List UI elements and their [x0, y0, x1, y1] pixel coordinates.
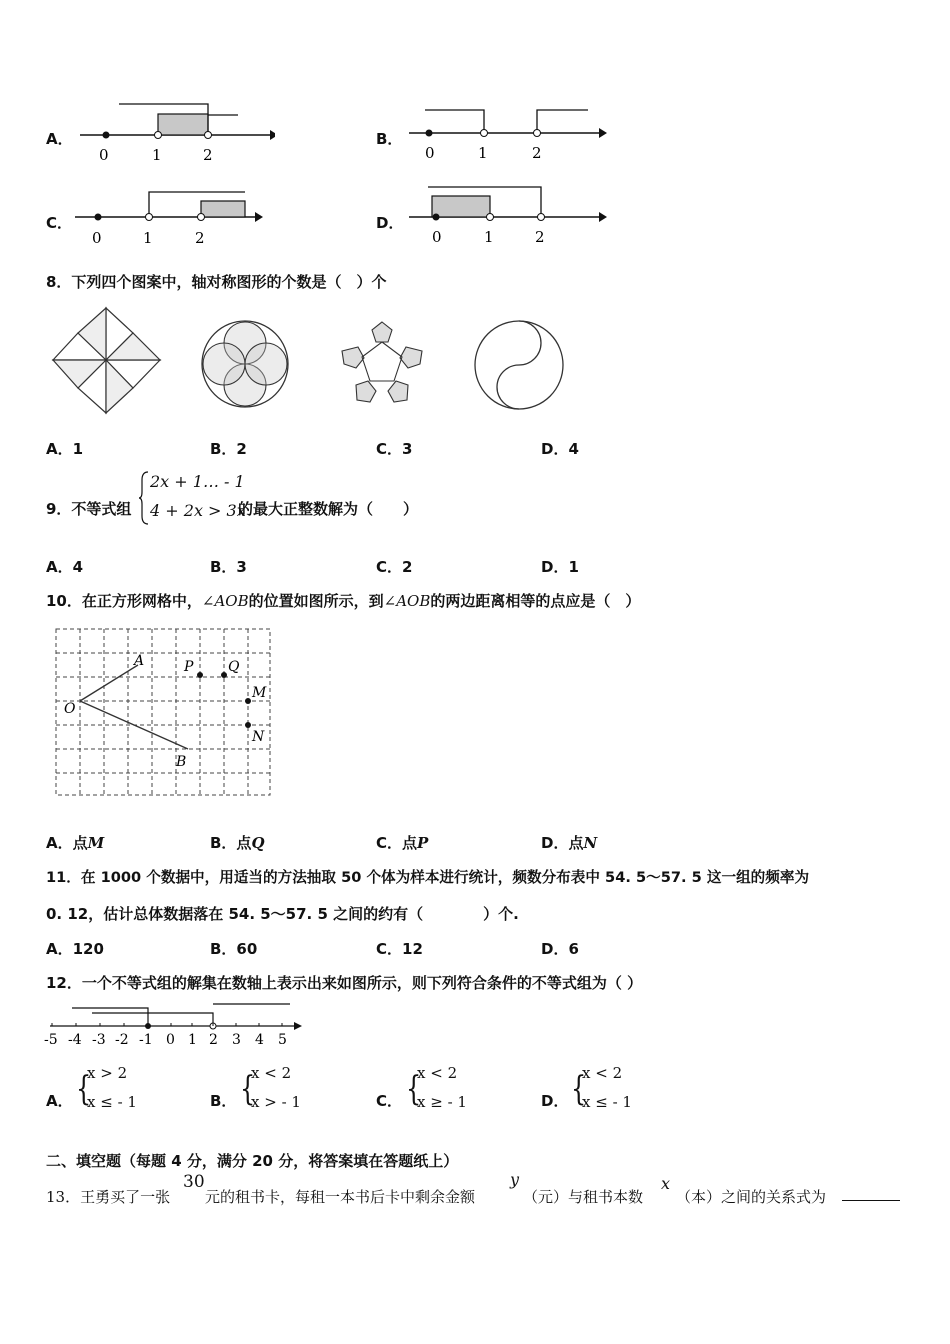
tick-label: 2	[203, 146, 213, 164]
q8-figure-pinwheel	[48, 303, 166, 418]
q13-text-c: （元）与租书本数	[523, 1188, 644, 1206]
q11-option-b[interactable]: B．60	[210, 940, 258, 958]
tick-label: 0	[99, 146, 109, 164]
tick-label: 1	[478, 144, 488, 162]
tick-label: -1	[139, 1032, 153, 1048]
q12-b-line1: x < 2	[251, 1064, 292, 1082]
q11-option-d[interactable]: D．6	[541, 940, 579, 958]
q13-text-d: （本）之间的关系式为	[676, 1188, 827, 1206]
brace-icon: {	[406, 1069, 422, 1109]
q11-option-a[interactable]: A．120	[46, 940, 104, 958]
q8-option-d[interactable]: D．4	[541, 440, 579, 458]
tick-label: 4	[255, 1032, 264, 1048]
tick-label: 3	[232, 1032, 241, 1048]
tick-label: -3	[92, 1032, 106, 1048]
q9-prefix: 9．不等式组	[46, 500, 132, 518]
q7-option-b-label: B．	[376, 130, 403, 148]
q12-number-line	[42, 998, 307, 1050]
point-q-label: Q	[228, 659, 240, 675]
brace-icon: {	[571, 1069, 587, 1109]
arrow-icon	[255, 212, 263, 222]
tick-label: 2	[535, 228, 545, 246]
tick-label: 1	[152, 146, 162, 164]
tick-label: 2	[532, 144, 542, 162]
q11-line2: 0. 12，估计总体数据落在 54. 5～57. 5 之间的约有（ ）个.	[46, 905, 519, 923]
section-title: 二、填空题（每题 4 分，满分 20 分，将答案填在答题纸上）	[46, 1152, 459, 1170]
arrow-icon	[599, 128, 607, 138]
q9-line1: 2x + 1… - 1	[150, 472, 245, 491]
q7-number-line-a	[75, 96, 275, 168]
q8-option-a[interactable]: A．1	[46, 440, 84, 458]
q12-c-line1: x < 2	[417, 1064, 458, 1082]
q7-option-d-label: D．	[376, 214, 404, 232]
angle-aob: ∠AOB	[201, 592, 249, 610]
tick-label: 1	[484, 228, 494, 246]
point-b-label: B	[176, 754, 187, 770]
q8-figure-taiji	[472, 318, 567, 413]
q11-line1: 11．在 1000 个数据中，用适当的方法抽取 50 个体为样本进行统计，频数分布表中 54. 5～57. 5 这一组的频率为	[46, 869, 810, 886]
q9-option-c[interactable]: C．2	[376, 558, 413, 576]
q13-text-b: 元的租书卡，每租一本书后卡中剩余金额	[205, 1188, 476, 1206]
tick-label: -5	[44, 1032, 58, 1048]
q13-text-a: 13．王勇买了一张	[46, 1188, 171, 1206]
tick-label: 2	[195, 229, 205, 247]
q12-d-line1: x < 2	[582, 1064, 623, 1082]
q12-a-line1: x > 2	[87, 1064, 128, 1082]
q12-option-d-label[interactable]: D．	[541, 1092, 569, 1110]
q11-option-c[interactable]: C．12	[376, 940, 423, 958]
q8-option-b[interactable]: B．2	[210, 440, 247, 458]
q10-option-b[interactable]: B．点Q	[210, 834, 265, 852]
q9-option-d[interactable]: D．1	[541, 558, 579, 576]
tick-label: 1	[143, 229, 153, 247]
q7-number-line-c	[70, 182, 270, 254]
q8-figure-pentagon-ring	[336, 318, 428, 410]
q9-option-b[interactable]: B．3	[210, 558, 247, 576]
q12-option-b-label[interactable]: B．	[210, 1092, 237, 1110]
brace-icon: {	[240, 1069, 256, 1109]
arrow-icon	[294, 1022, 302, 1030]
brace-icon	[138, 470, 150, 526]
point-p-label: P	[184, 659, 194, 675]
q12-c-line2: x ≥ - 1	[417, 1093, 467, 1111]
tick-label: 2	[209, 1032, 218, 1048]
q7-option-c-label: C．	[46, 214, 73, 232]
point-n-label: N	[252, 729, 265, 745]
tick-label: 0	[425, 144, 435, 162]
brace-icon: {	[76, 1069, 92, 1109]
q10-option-d[interactable]: D．点N	[541, 834, 598, 852]
q13-var-x: x	[661, 1174, 671, 1193]
q12-d-line2: x ≤ - 1	[582, 1093, 632, 1111]
tick-label: 0	[166, 1032, 175, 1048]
q12-option-a-label[interactable]: A．	[46, 1092, 73, 1110]
q12-option-c-label[interactable]: C．	[376, 1092, 403, 1110]
tick-label: 1	[188, 1032, 197, 1048]
q12-a-line2: x ≤ - 1	[87, 1093, 137, 1111]
angle-aob-2: ∠AOB	[383, 592, 431, 610]
point-m-label: M	[252, 685, 267, 701]
tick-label: 5	[278, 1032, 287, 1048]
q7-option-a-label: A．	[46, 130, 73, 148]
tick-label: 0	[92, 229, 102, 247]
q10-stem: 10．在正方形网格中，∠AOB的位置如图所示，到∠AOB的两边距离相等的点应是（ ）	[46, 592, 641, 610]
q13-answer-blank[interactable]	[842, 1186, 900, 1205]
tick-label: 0	[432, 228, 442, 246]
q9-option-a[interactable]: A．4	[46, 558, 84, 576]
point-o-label: O	[64, 701, 76, 717]
q8-stem: 8．下列四个图案中，轴对称图形的个数是（ ）个	[46, 273, 387, 291]
tick-label: -2	[115, 1032, 129, 1048]
q7-number-line-d	[404, 180, 609, 252]
point-a-label: A	[134, 653, 145, 669]
q12-b-line2: x > - 1	[251, 1093, 301, 1111]
q8-option-c[interactable]: C．3	[376, 440, 413, 458]
q9-line2: 4 + 2x > 3x	[150, 501, 246, 520]
q10-grid-figure	[54, 627, 274, 799]
q13-amount: 30	[183, 1172, 205, 1192]
q10-option-a[interactable]: A．点M	[46, 834, 105, 852]
arrow-icon	[599, 212, 607, 222]
q12-stem: 12．一个不等式组的解集在数轴上表示出来如图所示，则下列符合条件的不等式组为（ ）	[46, 974, 643, 992]
tick-label: -4	[68, 1032, 82, 1048]
q13-var-y: y	[510, 1170, 520, 1189]
q8-figure-four-petal	[199, 318, 291, 410]
arrow-icon	[270, 130, 275, 140]
q9-suffix: 的最大正整数解为（ ）	[238, 500, 419, 518]
q7-number-line-b	[404, 96, 609, 168]
q10-option-c[interactable]: C．点P	[376, 834, 429, 852]
